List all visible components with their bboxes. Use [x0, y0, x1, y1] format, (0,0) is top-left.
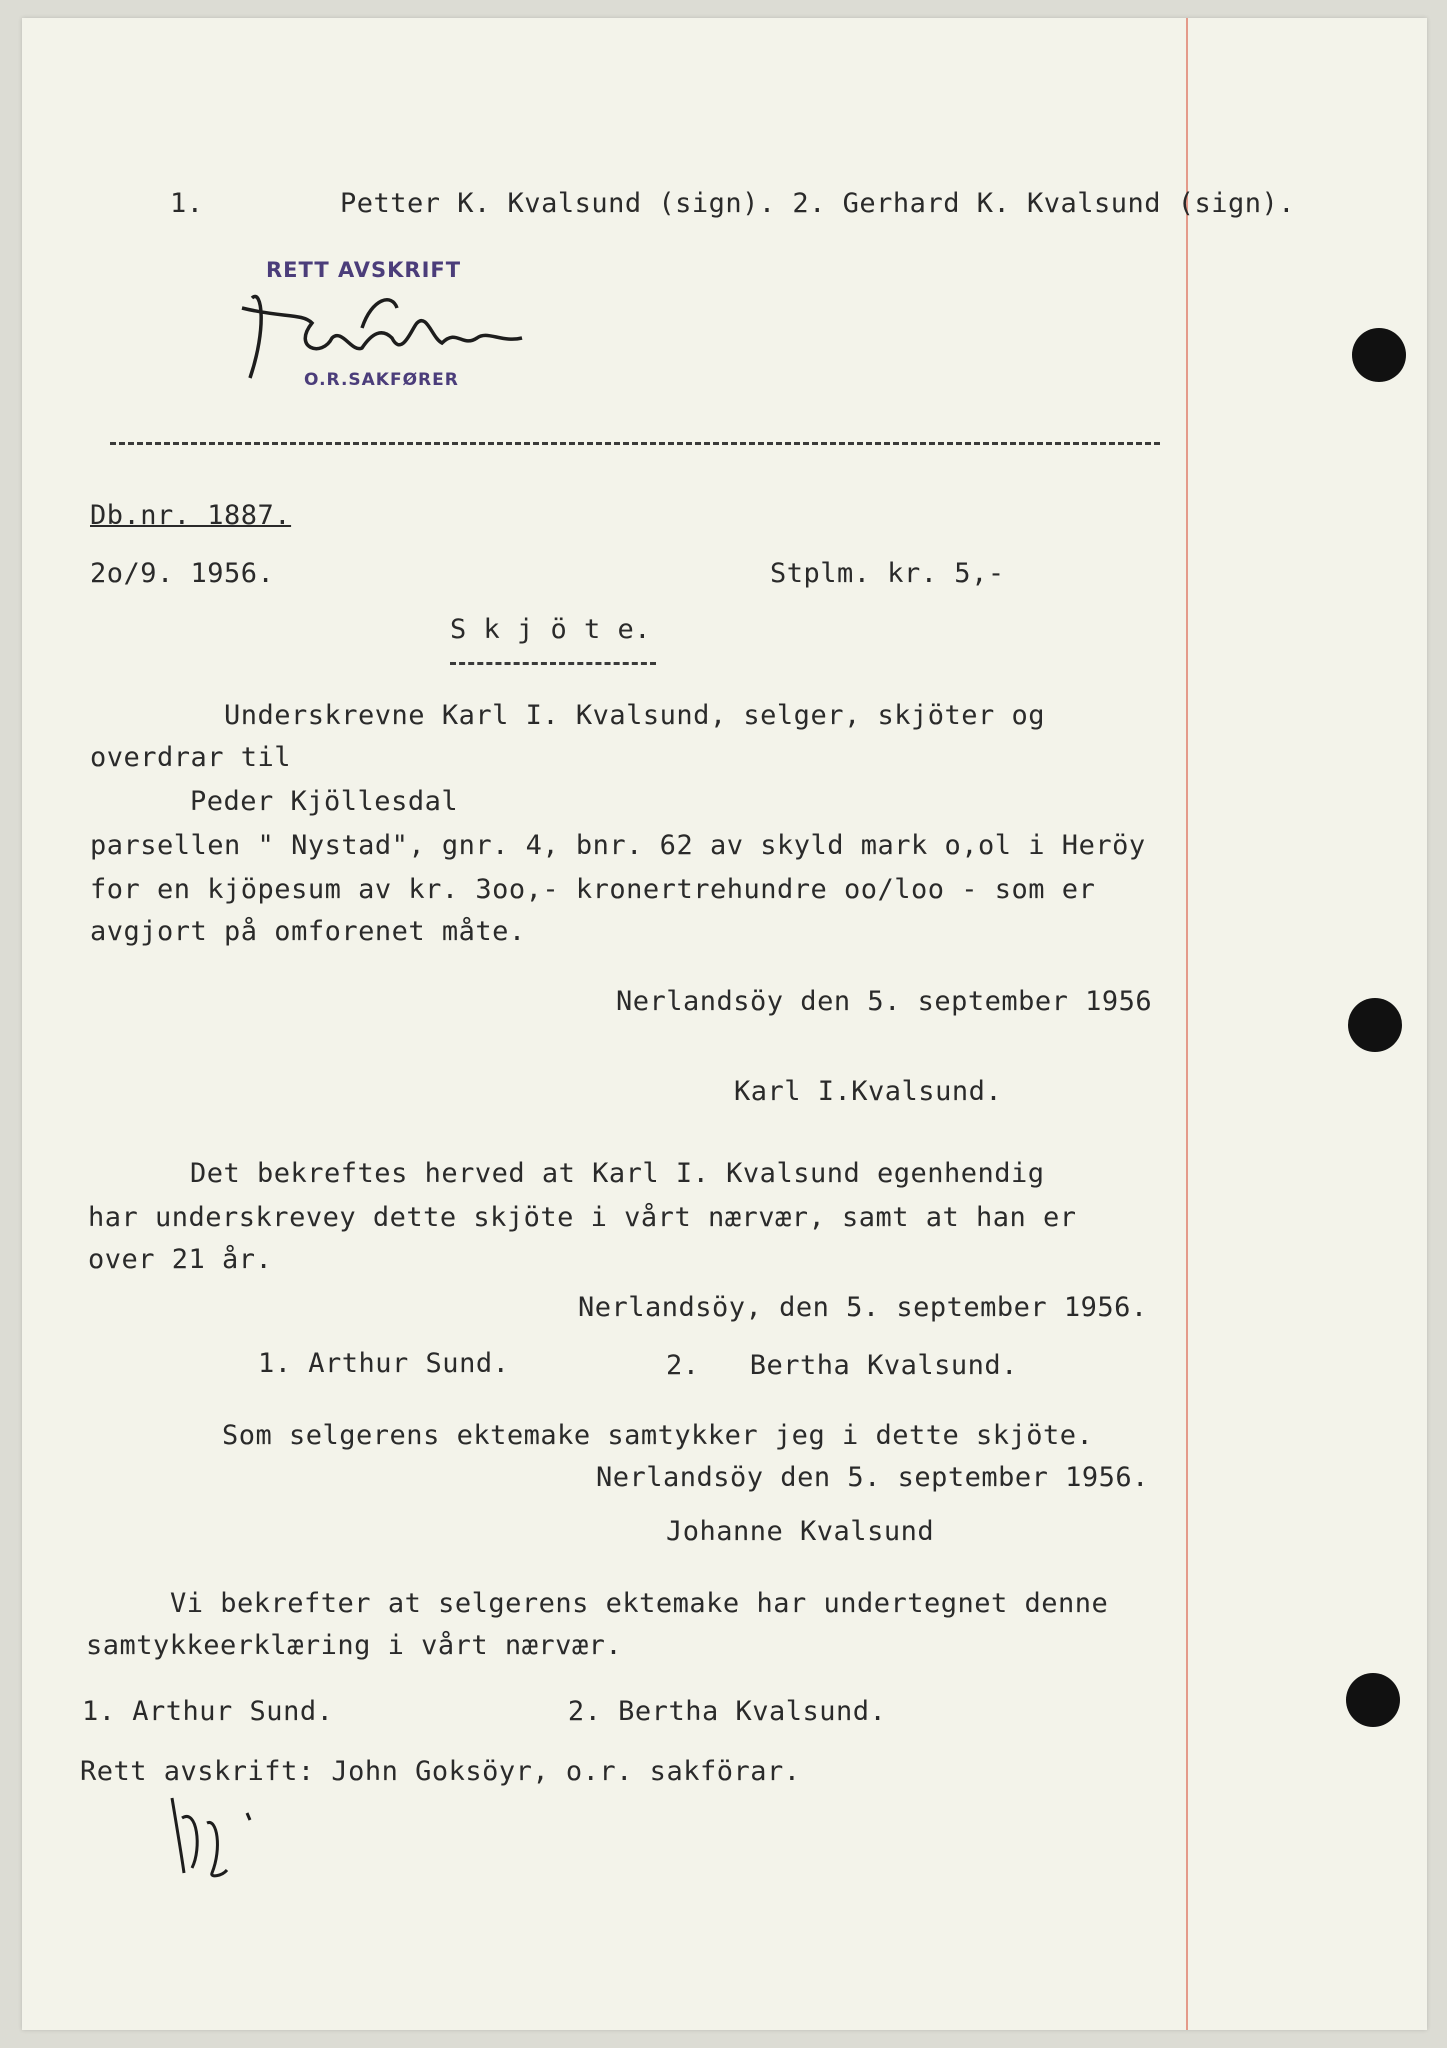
db-number: Db.nr. 1887.	[90, 500, 292, 531]
body-line-4: parsellen " Nystad", gnr. 4, bnr. 62 av skyld mark o,ol i Heröy	[90, 830, 1146, 861]
heading-number: 1.	[170, 188, 204, 219]
punch-hole	[1352, 328, 1406, 382]
stamp-sakforer: O.R.SAKFØRER	[304, 370, 459, 390]
place-date-2: Nerlandsöy, den 5. september 1956.	[578, 1292, 1148, 1323]
stamp-fee: Stplm. kr. 5,-	[770, 558, 1005, 589]
witness-line-3: over 21 år.	[88, 1244, 273, 1275]
document-page	[22, 18, 1427, 2030]
previous-signatures: Petter K. Kvalsund (sign). 2. Gerhard K. Kvalsund (sign).	[340, 188, 1296, 219]
place-date-3: Nerlandsöy den 5. september 1956.	[596, 1462, 1149, 1493]
buyer-name: Peder Kjöllesdal	[190, 786, 459, 817]
consent-line: Som selgerens ektemake samtykker jeg i dette skjöte.	[222, 1420, 1094, 1451]
registration-date: 2o/9. 1956.	[90, 558, 275, 589]
margin-line	[1186, 18, 1188, 2030]
title-underline	[450, 662, 656, 665]
body-line-2: overdrar til	[90, 742, 292, 773]
place-date-1: Nerlandsöy den 5. september 1956	[616, 986, 1153, 1017]
initials-mark	[152, 1778, 272, 1888]
witness-line-final: 1. Arthur Sund. 2. Bertha Kvalsund.	[82, 1696, 887, 1727]
witness-1: 1. Arthur Sund.	[258, 1348, 510, 1379]
body-line-6: avgjort på omforenet måte.	[90, 916, 526, 947]
body-line-5: for en kjöpesum av kr. 3oo,- kronertrehundre oo/loo - som er	[90, 874, 1096, 905]
separator-rule	[110, 442, 1160, 445]
spouse-signature: Johanne Kvalsund	[666, 1516, 935, 1547]
document-title: S k j ö t e.	[450, 614, 652, 645]
witness-line-2: har underskrevey dette skjöte i vårt nærvær, samt at han er	[88, 1202, 1077, 1233]
certified-copy: Rett avskrift: John Goksöyr, o.r. sakförar.	[80, 1756, 801, 1787]
punch-hole	[1348, 998, 1402, 1052]
punch-hole	[1346, 1673, 1400, 1727]
body-line-1: Underskrevne Karl I. Kvalsund, selger, skjöter og	[224, 700, 1046, 731]
confirm-line-1: Vi bekrefter at selgerens ektemake har undertegnet denne	[170, 1588, 1109, 1619]
stamp-rett-avskrift: RETT AVSKRIFT	[266, 258, 462, 282]
seller-signature: Karl I.Kvalsund.	[734, 1076, 1003, 1107]
confirm-line-2: samtykkeerklæring i vårt nærvær.	[86, 1630, 623, 1661]
witness-line-1: Det bekreftes herved at Karl I. Kvalsund egenhendig	[190, 1158, 1045, 1189]
witness-2: 2. Bertha Kvalsund.	[666, 1350, 1018, 1381]
